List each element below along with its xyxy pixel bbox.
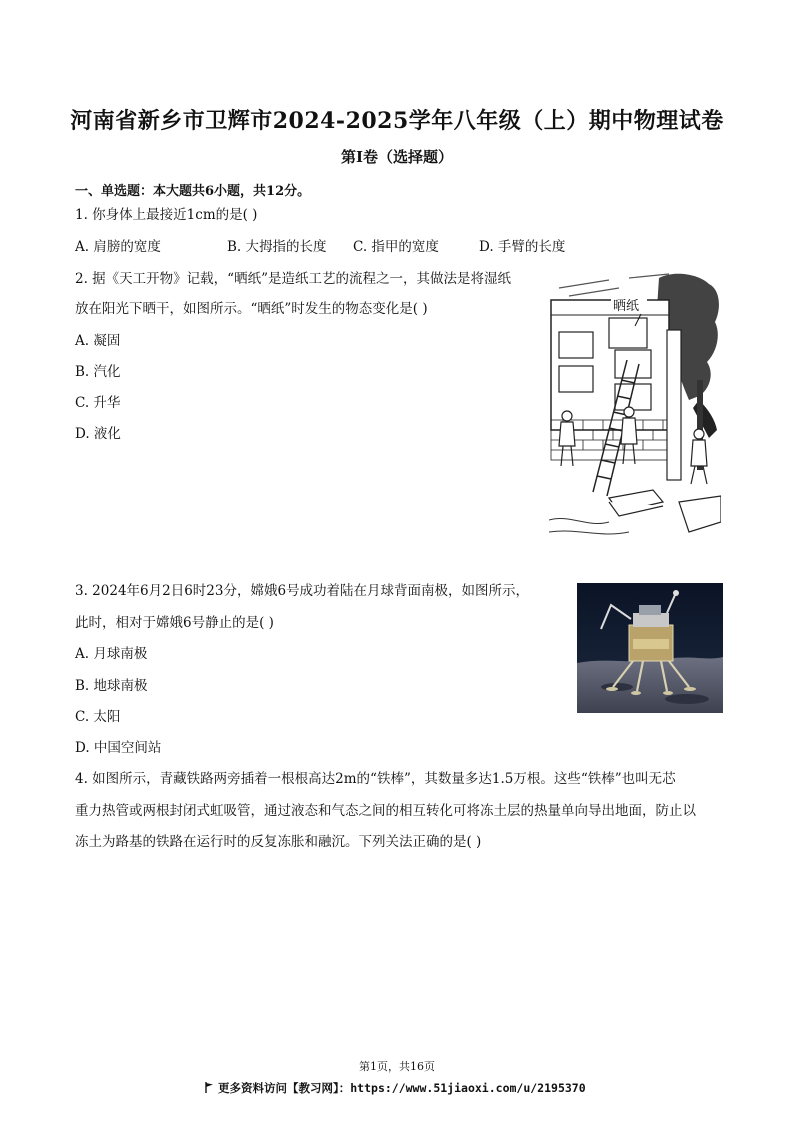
figure-label-shaizhi: 晒纸 [613,299,640,314]
q2-option-b: B. 汽化 [75,364,121,380]
question-1-stem: 1. 你身体上最接近1cm的是( ) [75,207,258,223]
question-4-stem-line-1: 4. 如图所示，青藏铁路两旁插着一根根高达2m的“铁棒”，其数量多达1.5万根。这些“铁棒”也叫无芯 [75,771,676,787]
section-heading: 一、单选题：本大题共6小题，共12分。 [75,184,311,199]
question-2-stem-line-2: 放在阳光下晒干，如图所示。“晒纸”时发生的物态变化是( ) [75,301,428,317]
lunar-lander-photo [577,583,723,713]
q3-option-d: D. 中国空间站 [75,740,162,756]
paper-drying-illustration [549,270,721,542]
page-title: 河南省新乡市卫辉市2024-2025学年八年级（上）期中物理试卷 [70,108,724,134]
q3-option-b: B. 地球南极 [75,678,148,694]
q1-option-b: B. 大拇指的长度 [227,239,327,255]
promo-link-text: 更多资料访问【教习网】：https://www.51jiaoxi.com/u/2195370 [218,1081,586,1095]
question-4-stem-line-2: 重力热管或两根封闭式虹吸管，通过液态和气态之间的相互转化可将冻土层的热量单向导出地面，防止以 [75,803,696,819]
flag-icon [205,1082,214,1093]
q3-option-a: A. 月球南极 [75,646,148,662]
promo-link[interactable] [205,1080,586,1096]
question-3-stem-line-2: 此时，相对于嫦娥6号静止的是( ) [75,615,274,631]
question-1-options [75,238,635,256]
volume-subtitle: 第Ⅰ卷（选择题） [340,148,454,166]
q2-option-c: C. 升华 [75,395,121,411]
page-number: 第1页，共16页 [359,1060,435,1073]
question-3-stem-line-1: 3. 2024年6月2日6时23分，嫦娥6号成功着陆在月球背面南极，如图所示， [75,583,530,599]
q2-option-a: A. 凝固 [75,333,121,349]
q1-option-a: A. 肩膀的宽度 [75,239,161,255]
question-4-stem-line-3: 冻土为路基的铁路在运行时的反复冻胀和融沉。下列关法正确的是( ) [75,834,482,850]
q3-option-c: C. 太阳 [75,709,121,725]
q1-option-c: C. 指甲的宽度 [353,239,439,255]
question-2-stem-line-1: 2. 据《天工开物》记载，“晒纸”是造纸工艺的流程之一，其做法是将湿纸 [75,271,511,287]
q1-option-d: D. 手臂的长度 [479,239,566,255]
q2-option-d: D. 液化 [75,426,121,442]
